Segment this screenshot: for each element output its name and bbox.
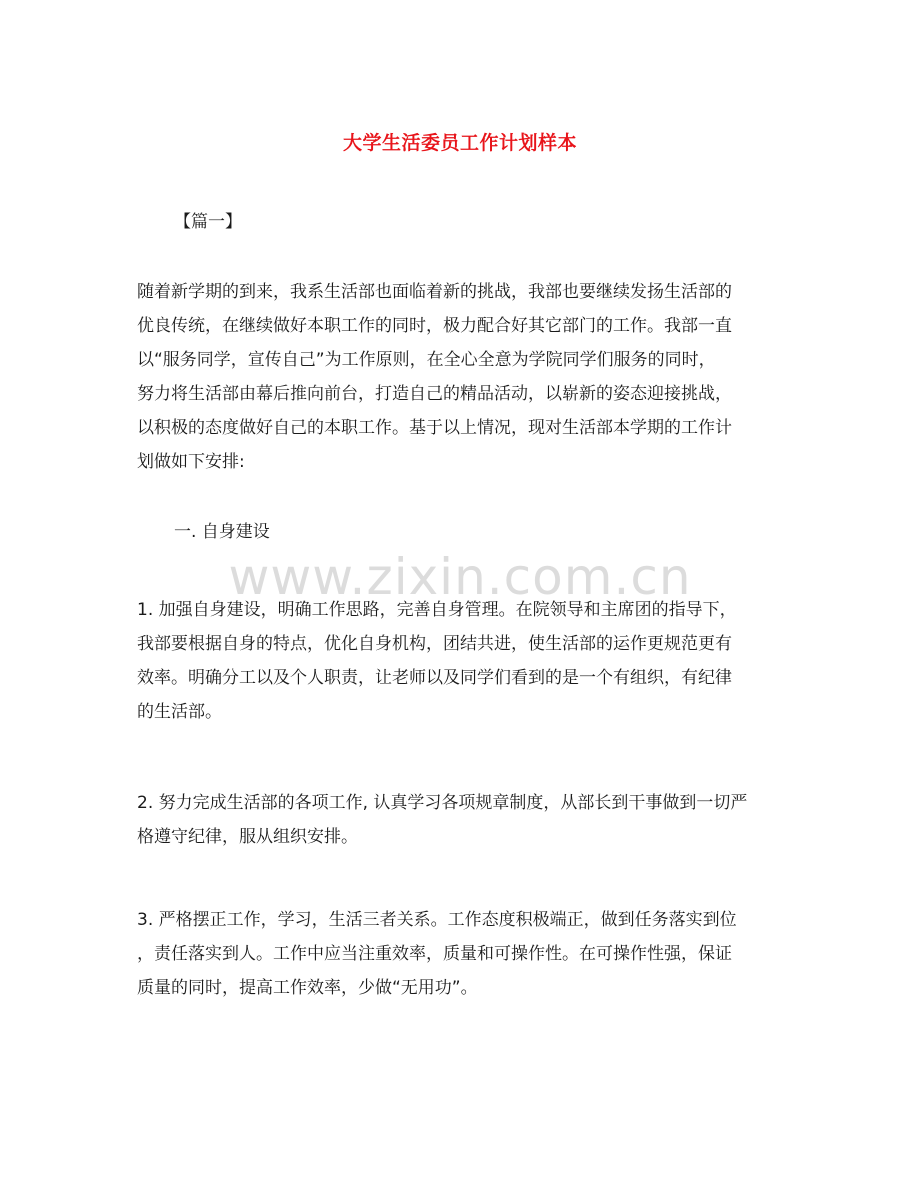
text-line: 以“服务同学，宣传自己”为工作原则，在全心全意为学院同学们服务的同时， xyxy=(137,350,716,370)
text-line: 1. 加强自身建设，明确工作思路，完善自身管理。在院领导和主席团的指导下， xyxy=(137,600,737,620)
text-line: 效率。明确分工以及个人职责，让老师以及同学们看到的是一个有组织，有纪律 xyxy=(137,668,732,688)
text-line: 优良传统，在继续做好本职工作的同时，极力配合好其它部门的工作。我部一直 xyxy=(137,316,732,336)
text-line: ，责任落实到人。工作中应当注重效率，质量和可操作性。在可操作性强，保证 xyxy=(137,944,732,964)
text-line: 我部要根据自身的特点，优化自身机构，团结共进，使生活部的运作更规范更有 xyxy=(137,634,732,654)
section-heading: 一. 自身建设 xyxy=(174,522,270,542)
text-line: 的生活部。 xyxy=(137,702,222,722)
text-line: 随着新学期的到来，我系生活部也面临着新的挑战，我部也要继续发扬生活部的 xyxy=(137,282,732,302)
text-line: 以积极的态度做好自己的本职工作。基于以上情况，现对生活部本学期的工作计 xyxy=(137,418,732,438)
text-line: 2. 努力完成生活部的各项工作, 认真学习各项规章制度，从部长到干事做到一切严 xyxy=(137,793,748,813)
text-line: 划做如下安排: xyxy=(137,452,245,472)
section-label: 【篇一】 xyxy=(174,212,242,232)
item-1-paragraph xyxy=(137,593,787,729)
item-3-paragraph xyxy=(137,903,787,1005)
text-line: 努力将生活部由幕后推向前台，打造自己的精品活动，以崭新的姿态迎接挑战， xyxy=(137,384,732,404)
intro-paragraph xyxy=(137,275,787,479)
item-2-paragraph xyxy=(137,786,787,854)
text-line: 质量的同时，提高工作效率，少做“无用功”。 xyxy=(137,978,478,998)
text-line: 格遵守纪律，服从组织安排。 xyxy=(137,827,358,847)
text-line: 3. 严格摆正工作，学习，生活三者关系。工作态度积极端正，做到任务落实到位 xyxy=(137,910,737,930)
document-title: 大学生活委员工作计划样本 xyxy=(342,132,577,154)
watermark: www.zixin.com.cn xyxy=(228,548,692,606)
